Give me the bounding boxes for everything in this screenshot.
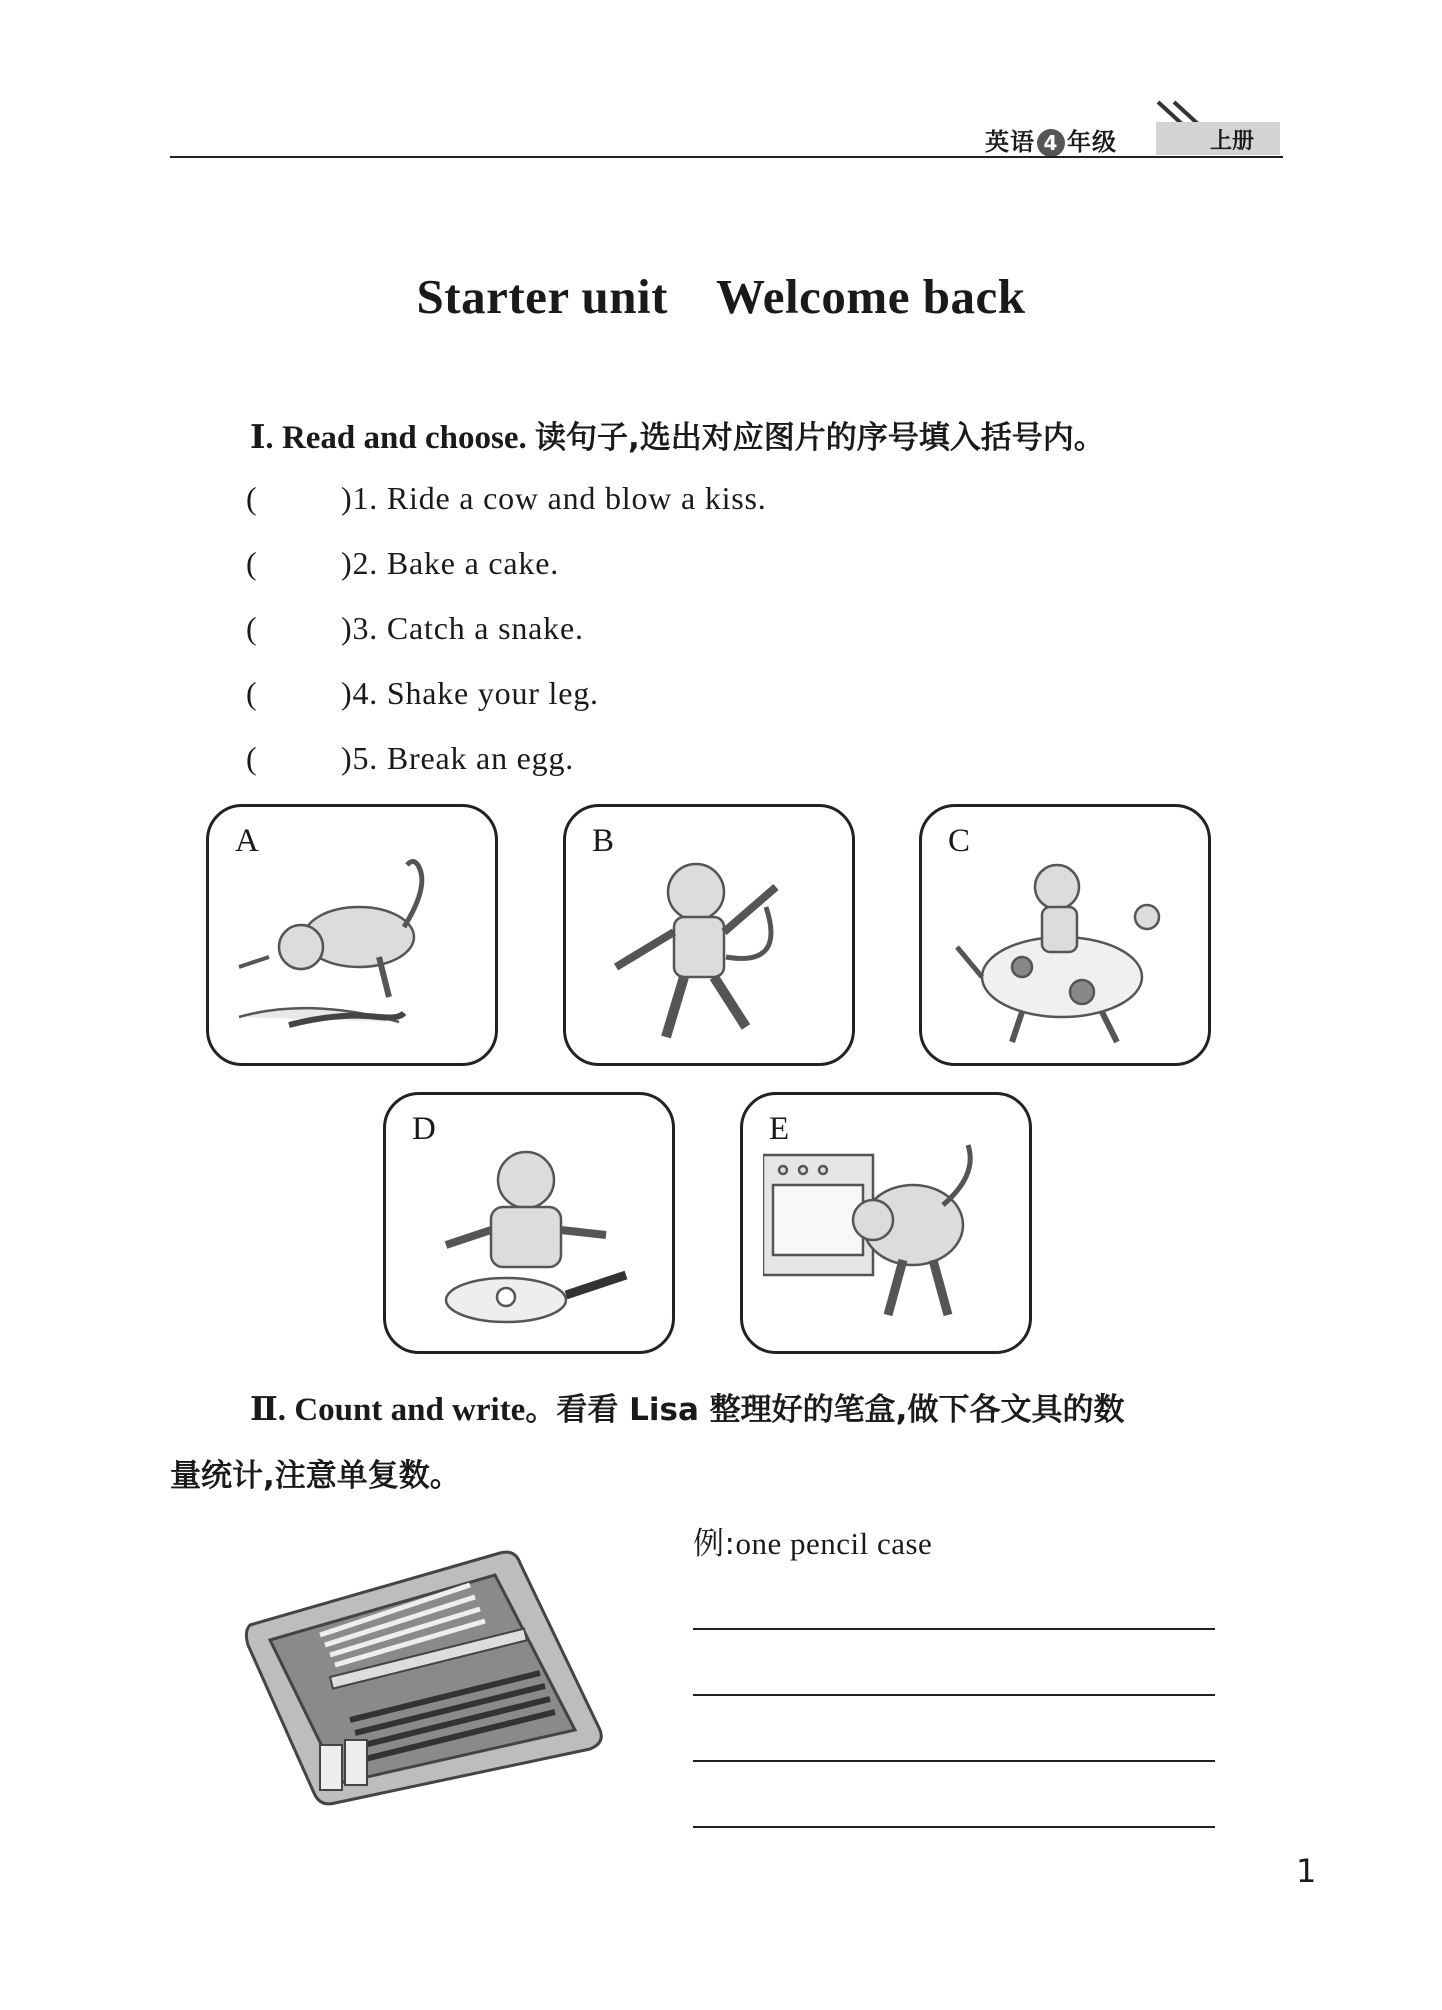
answer-line[interactable] [693,1826,1215,1828]
picture-label: B [592,823,615,859]
answer-line[interactable] [693,1694,1215,1696]
picture-label: D [412,1111,436,1147]
section2-heading-cn: 。看看 Lisa 整理好的笔盒,做下各文具的数 [525,1392,1125,1428]
picture-card-a [206,804,498,1066]
section1-numeral: Ⅰ. [250,420,274,456]
section1-heading-cn: 读句子,选出对应图片的序号填入括号内。 [534,420,1105,456]
answer-line[interactable] [693,1628,1215,1630]
picture-card-c [919,804,1211,1066]
title-part1: Starter unit [416,269,668,324]
section2-numeral: Ⅱ. [250,1392,287,1428]
tiger-shaking-leg-icon [586,847,838,1057]
picture-label: E [769,1111,790,1147]
answer-blank[interactable]: ( [246,480,258,516]
picture-label: C [948,823,971,859]
header-subject [985,122,1117,157]
header-rule [170,156,1283,158]
example-text: one pencil case [735,1526,933,1561]
example-prefix: 例: [693,1526,736,1562]
question-text: )1. Ride a cow and blow a kiss. [341,480,767,516]
page-title [0,268,1442,325]
question-text: )3. Catch a snake. [341,610,584,646]
question-row [246,480,767,517]
header-grade-text: 年级 [1067,128,1117,156]
answer-blank[interactable]: ( [246,545,258,581]
page-number: 1 [1296,1852,1317,1890]
answer-blank[interactable]: ( [246,610,258,646]
answer-blank[interactable]: ( [246,740,258,776]
question-row [246,610,584,647]
title-part2: Welcome back [715,269,1026,324]
grade-number-badge: 4 [1037,129,1065,157]
section1-heading-en: Read and choose. [281,420,527,456]
tiger-baking-cake-icon [763,1135,1015,1345]
tiger-riding-cow-icon [942,847,1194,1057]
answer-blank[interactable]: ( [246,675,258,711]
tiger-frying-egg-icon [406,1135,658,1345]
volume-tab [1156,122,1280,155]
section1-heading [250,412,1105,457]
section2-heading-en: Count and write [294,1392,526,1428]
header-subject-text: 英语 [985,128,1035,156]
picture-label: A [235,823,259,859]
question-row [246,545,559,582]
answer-line[interactable] [693,1760,1215,1762]
section2-heading [250,1384,1124,1429]
example-answer [693,1518,932,1563]
question-text: )5. Break an egg. [341,740,575,776]
picture-card-d [383,1092,675,1354]
picture-card-e [740,1092,1032,1354]
tiger-catching-snake-icon [229,847,481,1057]
pencil-case-icon [240,1545,620,1815]
question-text: )2. Bake a cake. [341,545,560,581]
volume-label: 上册 [1210,129,1255,154]
section2-heading-line2: 量统计,注意单复数。 [170,1458,461,1494]
picture-card-b [563,804,855,1066]
question-row [246,740,574,777]
question-text: )4. Shake your leg. [341,675,599,711]
question-row [246,675,599,712]
